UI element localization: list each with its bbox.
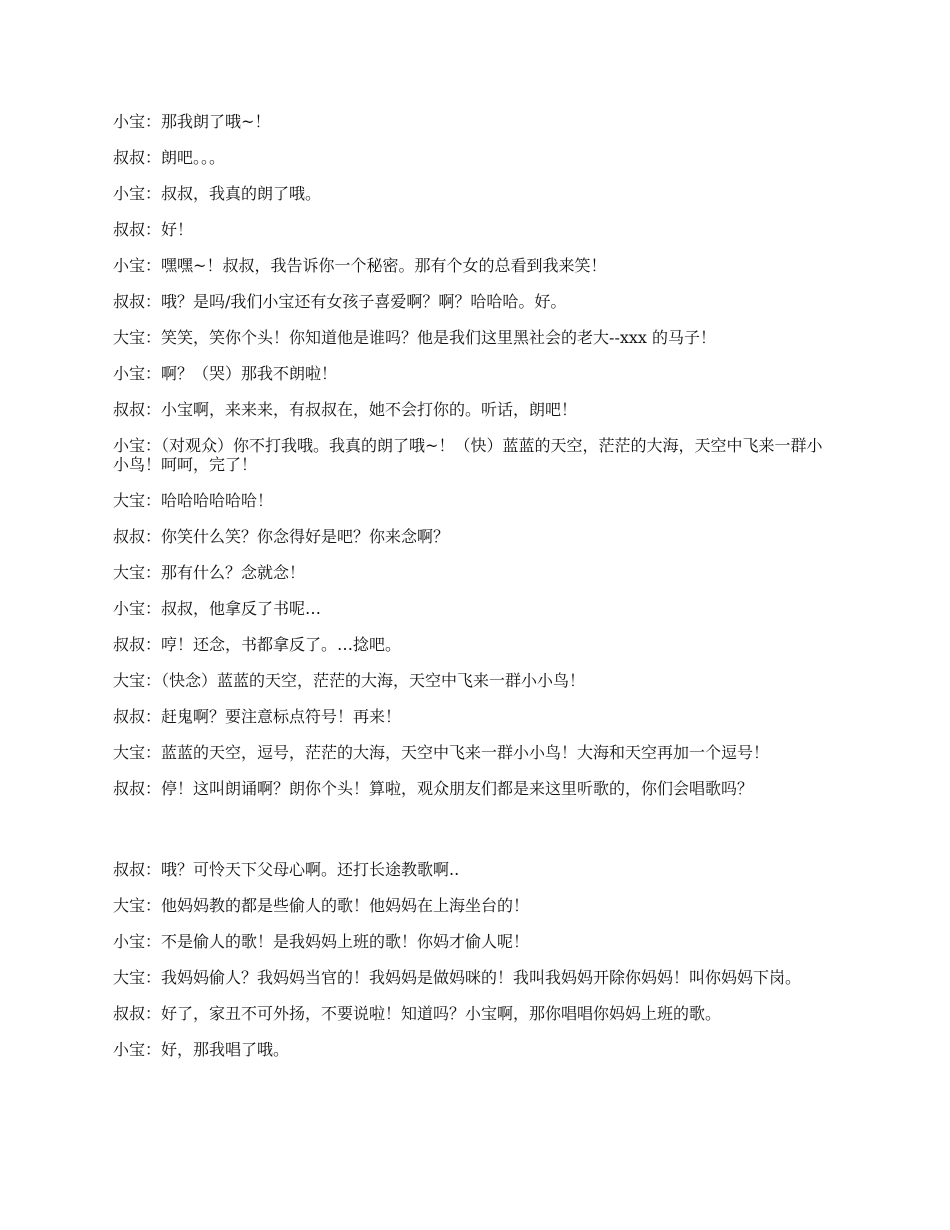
dialogue-line xyxy=(113,400,838,419)
line-text: 我妈妈偷人？我妈妈当官的！我妈妈是做妈咪的！我叫我妈妈开除你妈妈！叫你妈妈下岗。 xyxy=(161,968,802,987)
speaker-separator: ： xyxy=(145,932,162,951)
speaker-name: 叔叔 xyxy=(113,635,146,654)
speaker-name: 大宝 xyxy=(113,491,146,510)
speaker-separator: ： xyxy=(145,364,162,383)
speaker-name: 叔叔 xyxy=(113,400,146,419)
dialogue-line xyxy=(113,112,838,131)
speaker-name: 小宝 xyxy=(113,599,146,618)
line-text: 停！这叫朗诵啊？朗你个头！算啦，观众朋友们都是来这里听歌的，你们会唱歌吗？ xyxy=(161,779,754,798)
speaker-separator: ： xyxy=(145,563,162,582)
line-text: 哼！还念，书都拿反了。…捻吧。 xyxy=(161,635,402,654)
speaker-name: 叔叔 xyxy=(113,527,146,546)
speaker-name: 叔叔 xyxy=(113,707,146,726)
dialogue-line xyxy=(113,1040,838,1059)
dialogue-section-2 xyxy=(113,860,838,1059)
line-text: 蓝蓝的天空，逗号，茫茫的大海，天空中飞来一群小小鸟！大海和天空再加一个逗号！ xyxy=(161,743,770,762)
dialogue-line xyxy=(113,527,838,546)
dialogue-line xyxy=(113,220,838,239)
speaker-name: 叔叔 xyxy=(113,292,146,311)
section-gap xyxy=(113,815,838,860)
line-text: 啊？（哭）那我不朗啦！ xyxy=(161,364,338,383)
line-text: 好！ xyxy=(161,220,194,239)
line-text: （快念）蓝蓝的天空，茫茫的大海，天空中飞来一群小小鸟！ xyxy=(161,671,586,690)
speaker-separator: ： xyxy=(145,896,162,915)
speaker-name: 小宝 xyxy=(113,932,146,951)
line-text: 那我朗了哦~！ xyxy=(161,112,271,131)
speaker-name: 叔叔 xyxy=(113,779,146,798)
dialogue-line xyxy=(113,184,838,203)
speaker-separator: ： xyxy=(145,220,162,239)
dialogue-line xyxy=(113,743,838,762)
dialogue-line xyxy=(113,599,838,618)
speaker-name: 大宝 xyxy=(113,743,146,762)
speaker-separator: ： xyxy=(145,860,162,879)
line-text: 你笑什么笑？你念得好是吧？你来念啊？ xyxy=(161,527,450,546)
line-text: 笑笑，笑你个头！你知道他是谁吗？他是我们这里黑社会的老大--xxx 的马子！ xyxy=(161,328,717,347)
speaker-separator: ： xyxy=(145,671,162,690)
line-text: 嘿嘿~！叔叔，我告诉你一个秘密。那有个女的总看到我来笑！ xyxy=(161,256,607,275)
dialogue-line xyxy=(113,671,838,690)
speaker-name: 叔叔 xyxy=(113,860,146,879)
line-text: 小宝啊，来来来，有叔叔在，她不会打你的。听话，朗吧！ xyxy=(161,400,578,419)
line-text: 叔叔，我真的朗了哦。 xyxy=(161,184,322,203)
speaker-name: 小宝 xyxy=(113,364,146,383)
speaker-name: 叔叔 xyxy=(113,148,146,167)
speaker-name: 大宝 xyxy=(113,896,146,915)
dialogue-line xyxy=(113,436,838,474)
speaker-name: 大宝 xyxy=(113,671,146,690)
dialogue-line xyxy=(113,779,838,798)
dialogue-line xyxy=(113,292,838,311)
speaker-separator: ： xyxy=(145,112,162,131)
speaker-separator: ： xyxy=(145,436,162,455)
line-text: 朗吧。。。 xyxy=(161,148,226,167)
dialogue-section-1 xyxy=(113,112,838,798)
speaker-separator: ： xyxy=(145,148,162,167)
speaker-separator: ： xyxy=(145,328,162,347)
dialogue-line xyxy=(113,707,838,726)
speaker-name: 小宝 xyxy=(113,184,146,203)
speaker-name: 叔叔 xyxy=(113,220,146,239)
speaker-separator: ： xyxy=(145,292,162,311)
line-text: 哦？可怜天下父母心啊。还打长途教歌啊.. xyxy=(161,860,460,879)
speaker-separator: ： xyxy=(145,527,162,546)
speaker-separator: ： xyxy=(145,599,162,618)
speaker-separator: ： xyxy=(145,400,162,419)
speaker-name: 大宝 xyxy=(113,968,146,987)
line-text: 他妈妈教的都是些偷人的歌！他妈妈在上海坐台的！ xyxy=(161,896,530,915)
dialogue-line xyxy=(113,364,838,383)
speaker-name: 大宝 xyxy=(113,563,146,582)
speaker-separator: ： xyxy=(145,1004,162,1023)
dialogue-line xyxy=(113,968,838,987)
dialogue-line xyxy=(113,932,838,951)
line-text: 叔叔，他拿反了书呢… xyxy=(161,599,322,618)
speaker-separator: ： xyxy=(145,635,162,654)
speaker-name: 小宝 xyxy=(113,256,146,275)
dialogue-line xyxy=(113,860,838,879)
speaker-separator: ： xyxy=(145,968,162,987)
speaker-separator: ： xyxy=(145,779,162,798)
speaker-separator: ： xyxy=(145,743,162,762)
speaker-separator: ： xyxy=(145,707,162,726)
speaker-separator: ： xyxy=(145,491,162,510)
dialogue-document xyxy=(113,112,838,1076)
dialogue-line xyxy=(113,491,838,510)
dialogue-line xyxy=(113,563,838,582)
line-text: 哦？是吗/我们小宝还有女孩子喜爱啊？啊？哈哈哈。好。 xyxy=(161,292,567,311)
line-text: 好，那我唱了哦。 xyxy=(161,1040,290,1059)
speaker-name: 小宝 xyxy=(113,436,146,455)
line-text: 哈哈哈哈哈哈！ xyxy=(161,491,274,510)
dialogue-line xyxy=(113,328,838,347)
speaker-name: 叔叔 xyxy=(113,1004,146,1023)
line-text: 不是偷人的歌！是我妈妈上班的歌！你妈才偷人呢！ xyxy=(161,932,530,951)
speaker-name: 小宝 xyxy=(113,1040,146,1059)
speaker-separator: ： xyxy=(145,184,162,203)
line-text: （对观众）你不打我哦。我真的朗了哦~！（快）蓝蓝的天空，茫茫的大海，天空中飞来一群小小鸟！呵呵，完了！ xyxy=(113,436,823,474)
speaker-name: 小宝 xyxy=(113,112,146,131)
dialogue-line xyxy=(113,1004,838,1023)
dialogue-line xyxy=(113,896,838,915)
dialogue-line xyxy=(113,635,838,654)
dialogue-line xyxy=(113,256,838,275)
line-text: 赶鬼啊？要注意标点符号！再来！ xyxy=(161,707,402,726)
speaker-separator: ： xyxy=(145,256,162,275)
speaker-separator: ： xyxy=(145,1040,162,1059)
line-text: 好了，家丑不可外扬，不要说啦！知道吗？小宝啊，那你唱唱你妈妈上班的歌。 xyxy=(161,1004,722,1023)
line-text: 那有什么？念就念！ xyxy=(161,563,306,582)
speaker-name: 大宝 xyxy=(113,328,146,347)
dialogue-line xyxy=(113,148,838,167)
